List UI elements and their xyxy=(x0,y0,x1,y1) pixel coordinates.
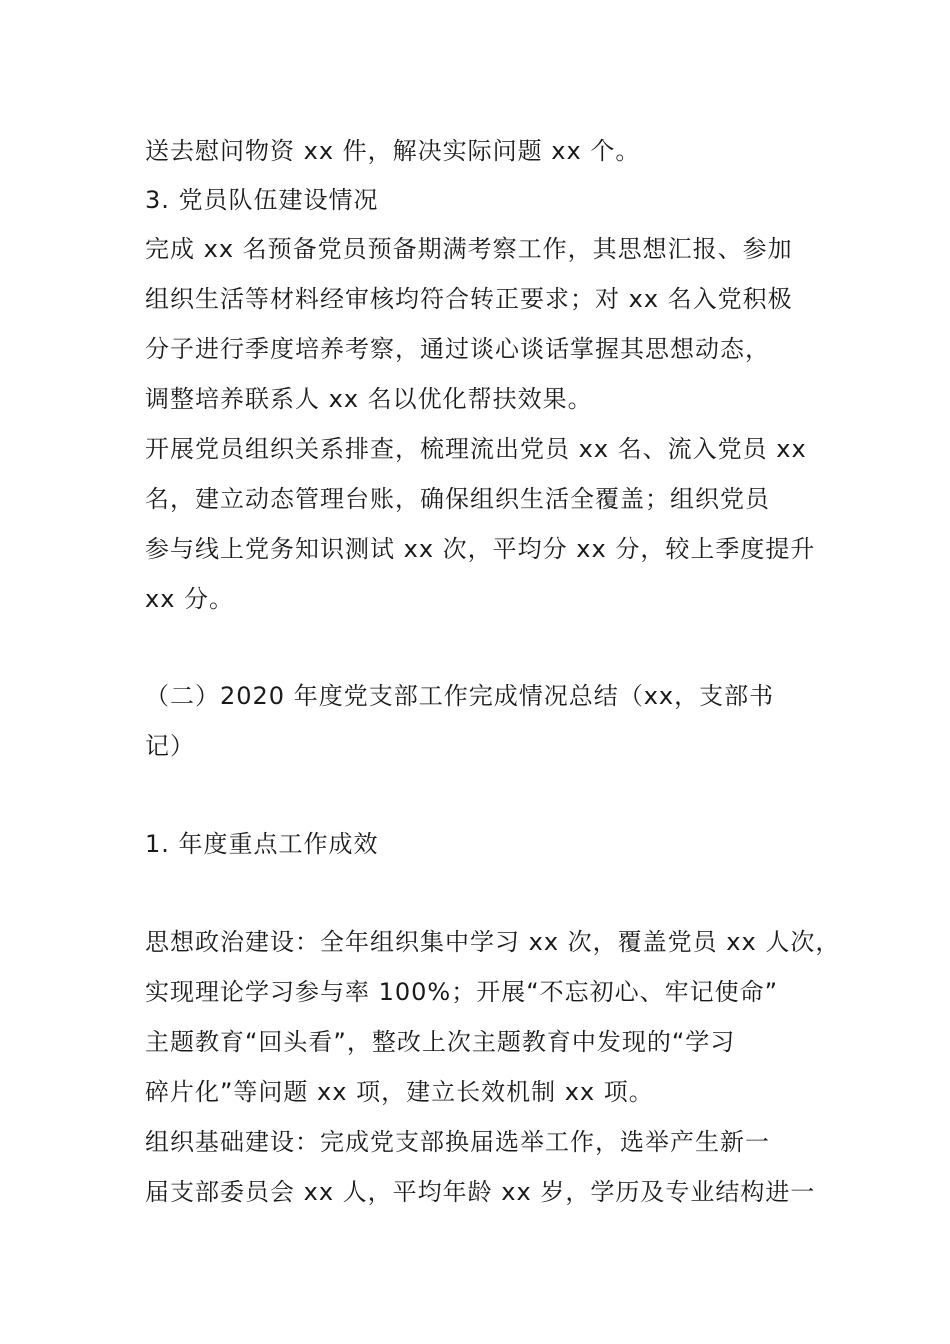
text-line: 组织生活等材料经审核均符合转正要求；对 xx 名入党积极 xyxy=(145,285,793,313)
text-line: 名，建立动态管理台账，确保组织生活全覆盖；组织党员 xyxy=(145,485,770,513)
text-line: 调整培养联系人 xx 名以优化帮扶效果。 xyxy=(145,385,593,413)
text-line: 实现理论学习参与率 100%；开展“不忘初心、牢记使命” xyxy=(145,978,779,1006)
text-line: 主题教育“回头看”，整改上次主题教育中发现的“学习 xyxy=(145,1028,736,1056)
text-line: 分子进行季度培养考察，通过谈心谈话掌握其思想动态， xyxy=(145,335,770,363)
subsection-heading: 1. 年度重点工作成效 xyxy=(145,830,379,858)
text-line: 完成 xx 名预备党员预备期满考察工作，其思想汇报、参加 xyxy=(145,235,793,263)
text-line: 届支部委员会 xx 人，平均年龄 xx 岁，学历及专业结构进一 xyxy=(145,1178,816,1206)
text-line: 参与线上党务知识测试 xx 次，平均分 xx 分，较上季度提升 xyxy=(145,535,816,563)
text-line: 组织基础建设：完成党支部换届选举工作，选举产生新一 xyxy=(145,1128,770,1156)
section-heading: 3. 党员队伍建设情况 xyxy=(145,186,379,214)
text-line: 开展党员组织关系排查，梳理流出党员 xx 名、流入党员 xx xyxy=(145,435,807,463)
section-heading: 记） xyxy=(145,732,195,760)
section-heading: （二）2020 年度党支部工作完成情况总结（xx，支部书 xyxy=(145,682,775,710)
text-line: xx 分。 xyxy=(145,585,235,613)
text-line: 思想政治建设：全年组织集中学习 xx 次，覆盖党员 xx 人次， xyxy=(145,928,841,956)
text-line: 送去慰问物资 xx 件，解决实际问题 xx 个。 xyxy=(145,137,641,165)
text-line: 碎片化”等问题 xx 项，建立长效机制 xx 项。 xyxy=(145,1078,654,1106)
